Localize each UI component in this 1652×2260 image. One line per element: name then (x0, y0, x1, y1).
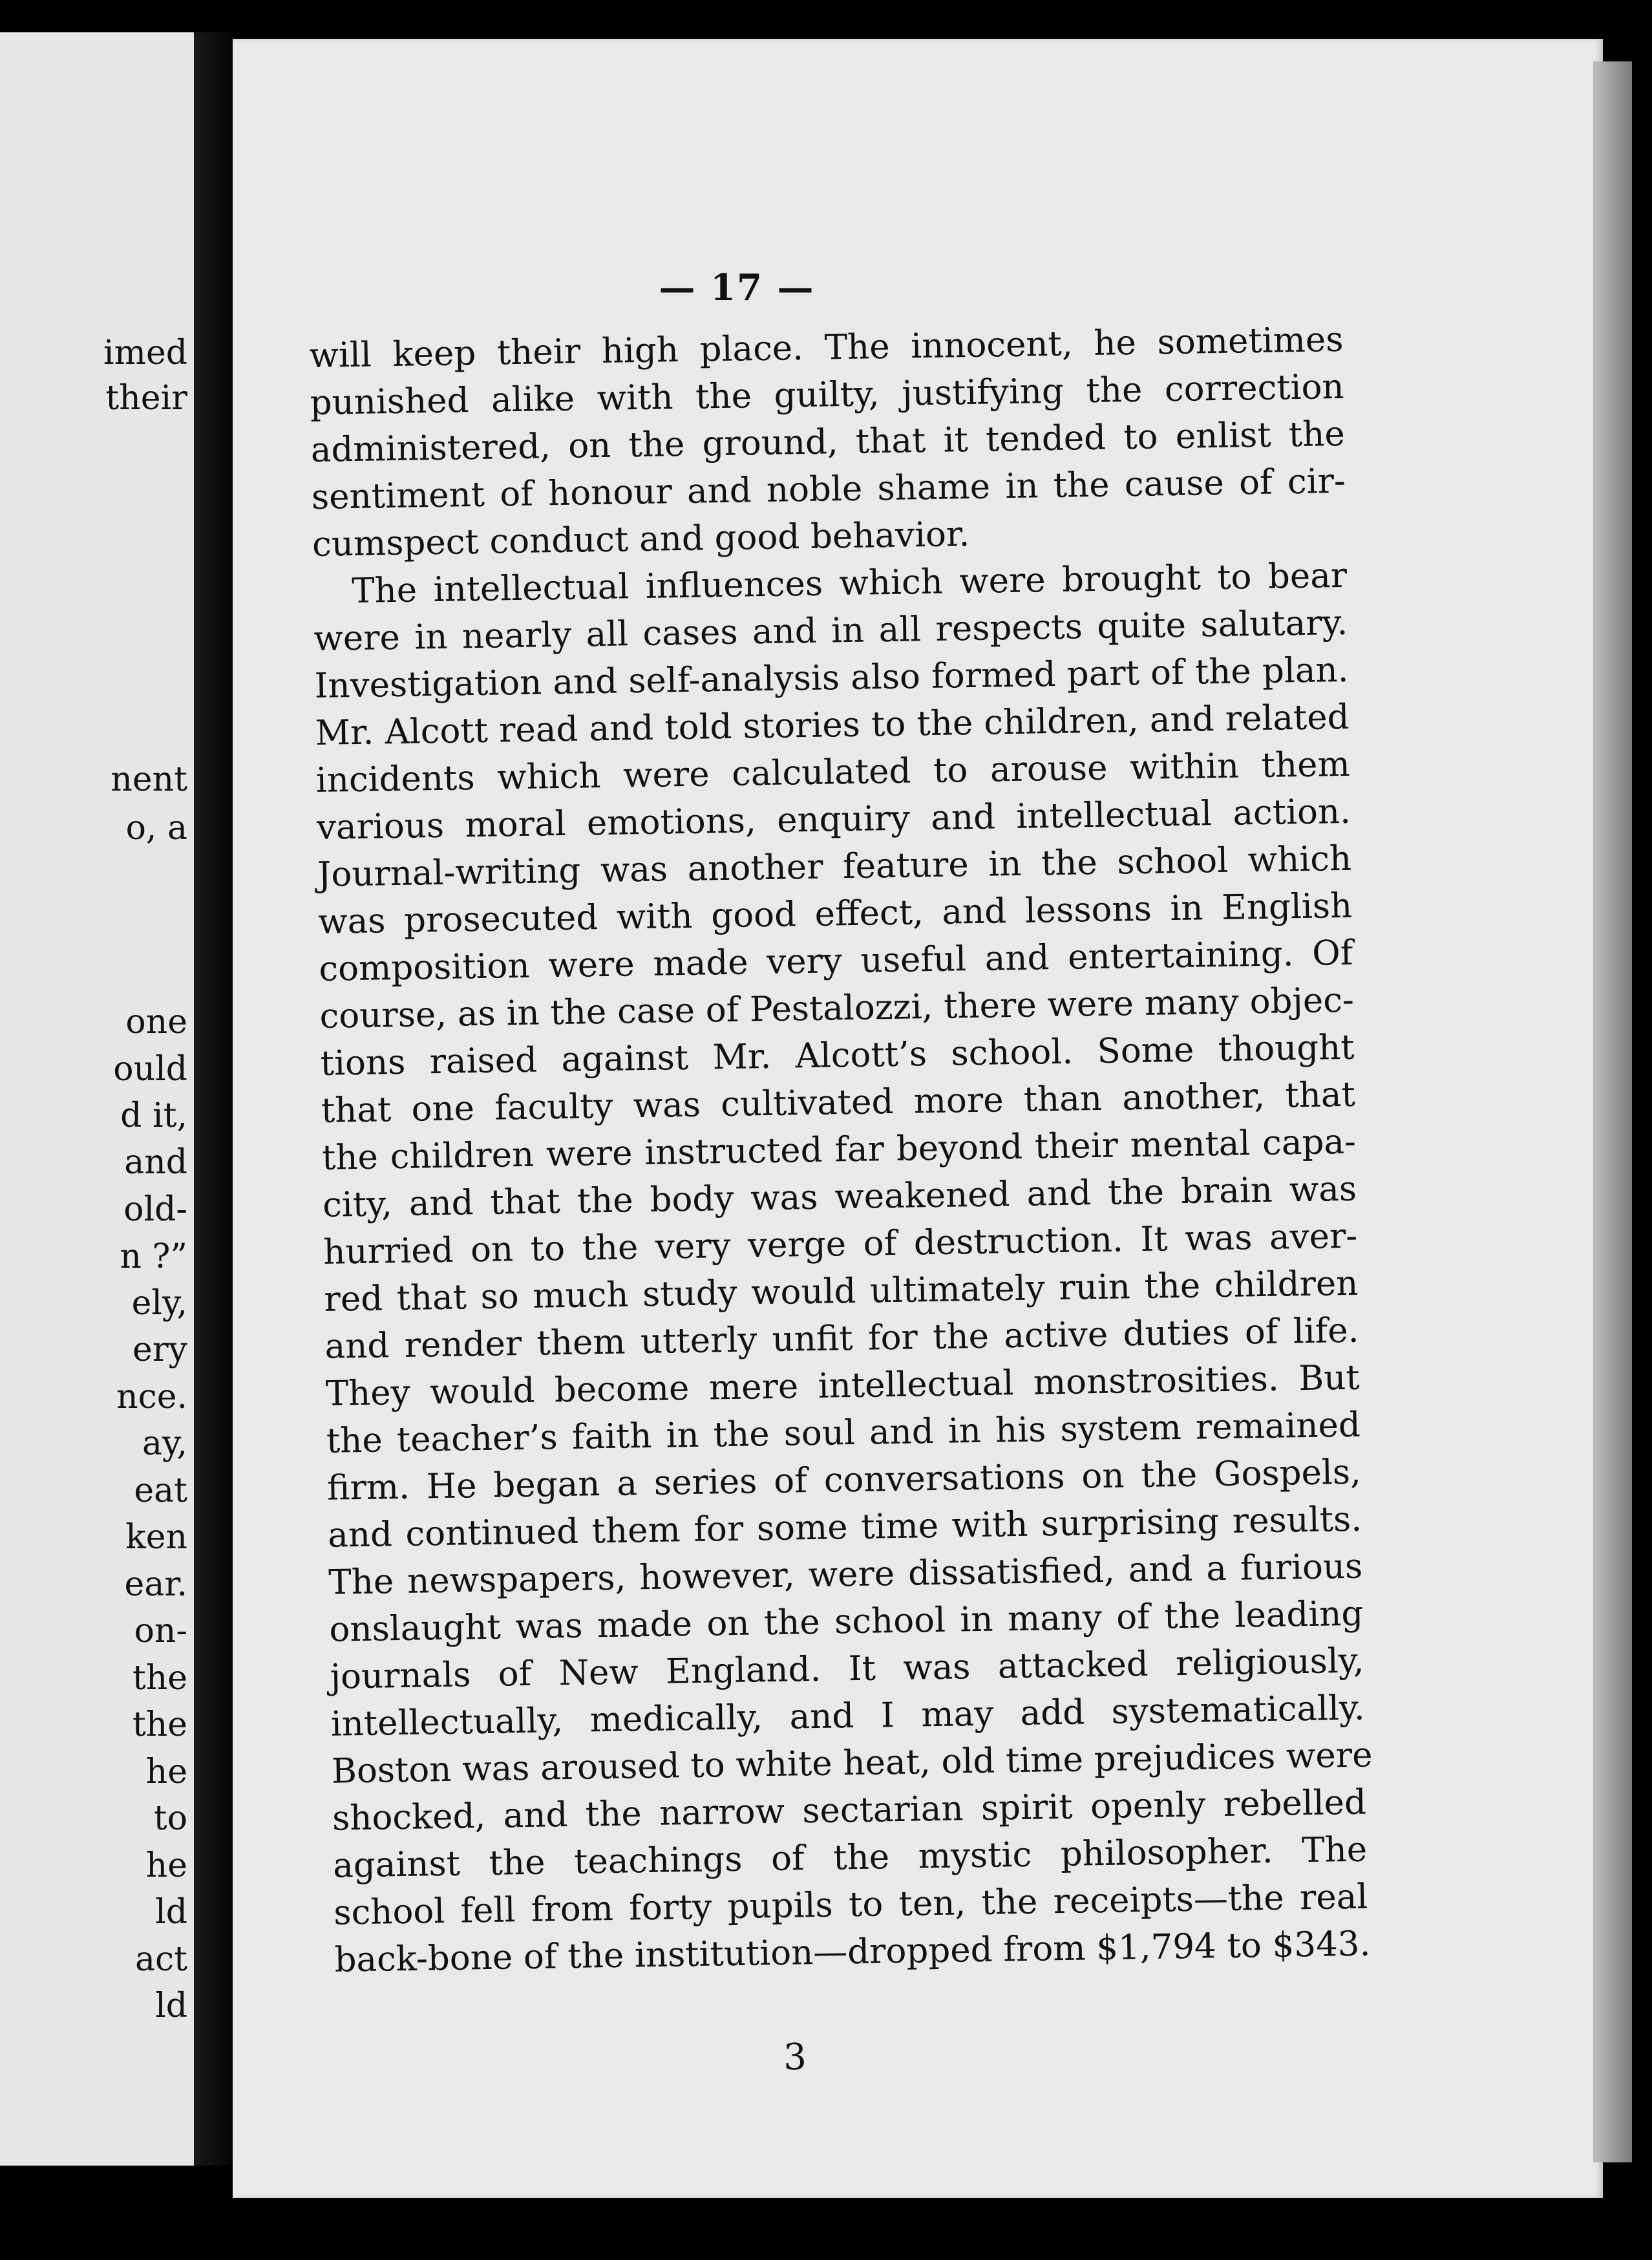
text-line: punished alike with the guilty, justifying the correction (310, 367, 1345, 423)
previous-page-fragment (0, 32, 194, 2166)
text-line: onslaught was made on the school in many of the leading (329, 1594, 1364, 1650)
text-line: against the teachings of the mystic philosopher. The (332, 1829, 1368, 1886)
left-fragment: ld (155, 1893, 187, 1932)
left-fragment: o, a (125, 809, 187, 848)
left-fragment: nent (111, 760, 187, 799)
text-line: city, and that the body was weakened and the brain was (322, 1169, 1357, 1225)
left-fragment: and (124, 1143, 187, 1182)
text-line: red that so much study would ultimately ruin the children (324, 1263, 1359, 1319)
text-line: administered, on the ground, that it tended to enlist the (310, 414, 1346, 470)
left-fragment: to (153, 1799, 187, 1838)
left-fragment: d it, (120, 1096, 187, 1135)
left-fragment: their (105, 379, 187, 418)
text-line: cumspect conduct and good behavior. (312, 514, 970, 564)
left-fragment: imed (103, 334, 187, 372)
left-fragment: ken (125, 1518, 187, 1557)
left-fragment: eat (134, 1471, 187, 1510)
text-line: was prosecuted with good effect, and lessons in English (317, 886, 1353, 942)
text-line: They would become mere intellectual monstrosities. But (325, 1358, 1361, 1414)
left-fragment: act (134, 1940, 187, 1979)
text-line: will keep their high place. The innocent, he sometimes (309, 319, 1344, 376)
text-line: firm. He began a series of conversations on the Gospels, (326, 1452, 1362, 1508)
left-fragment: old- (123, 1190, 187, 1229)
text-line: hurried on to the very verge of destruction. It was aver- (323, 1216, 1358, 1272)
text-line: Journal-writing was another feature in the school which (317, 838, 1352, 895)
left-fragment: n ?” (120, 1237, 187, 1276)
text-line: that one faculty was cultivated more than another, that (321, 1074, 1356, 1131)
text-line: and continued them for some time with surprising results. (327, 1499, 1362, 1555)
left-fragment: on- (134, 1612, 187, 1650)
text-line: back-bone of the institution—dropped from $1,794 to $343. (334, 1924, 1371, 1980)
text-line: school fell from forty pupils to ten, the receipts—the real (333, 1877, 1368, 1933)
text-line: shocked, and the narrow sectarian spirit openly rebelled (332, 1782, 1367, 1839)
text-line: Mr. Alcott read and told stories to the children, and related (315, 697, 1350, 753)
text-line: various moral emotions, enquiry and intellectual action. (316, 791, 1351, 848)
text-line: incidents which were calculated to arouse within them (315, 744, 1351, 800)
text-line: tions raised against Mr. Alcott’s school. Some thought (320, 1027, 1355, 1083)
left-fragment: ould (113, 1050, 187, 1089)
left-fragment: he (145, 1846, 187, 1885)
text-line: Investigation and self-analysis also formed part of the plan. (314, 650, 1349, 706)
text-line: composition were made very useful and entertaining. Of (319, 933, 1353, 989)
left-fragment: one (125, 1003, 187, 1041)
text-line: the teacher’s faith in the soul and in his system remained (326, 1405, 1361, 1461)
text-line: course, as in the case of Pestalozzi, there were many objec- (319, 980, 1355, 1036)
left-fragment: ld (155, 1987, 187, 2025)
body-text (309, 316, 1373, 1984)
text-line: were in nearly all cases and in all respects quite salutary. (313, 602, 1348, 659)
left-fragment: the (132, 1705, 187, 1744)
left-fragment: ely, (131, 1284, 187, 1323)
text-line: journals of New England. It was attacked religiously, (330, 1641, 1364, 1697)
signature-mark: 3 (783, 2036, 807, 2079)
text-line: and render them utterly unfit for the active duties of life. (324, 1310, 1359, 1367)
text-line: the children were instructed far beyond their mental capa- (321, 1122, 1357, 1178)
left-fragment: ery (132, 1330, 187, 1369)
left-fragment: ear. (124, 1565, 187, 1604)
text-line: The intellectual influences which were brought to bear (351, 555, 1348, 612)
text-line: intellectually, medically, and I may add systematically. (330, 1688, 1366, 1744)
left-fragment: nce. (116, 1378, 187, 1416)
left-fragment: the (132, 1659, 187, 1698)
text-line: sentiment of honour and noble shame in the cause of cir- (311, 461, 1346, 517)
page-number: — 17 — (659, 266, 815, 309)
text-line: Boston was aroused to white heat, old time prejudices were (331, 1735, 1373, 1791)
text-line: The newspapers, however, were dissatisfied, and a furious (328, 1546, 1363, 1603)
page-edge-shadow (1593, 61, 1632, 2162)
left-fragment: ay, (142, 1424, 187, 1463)
book-gutter (194, 32, 233, 2166)
left-fragment: he (145, 1753, 187, 1791)
